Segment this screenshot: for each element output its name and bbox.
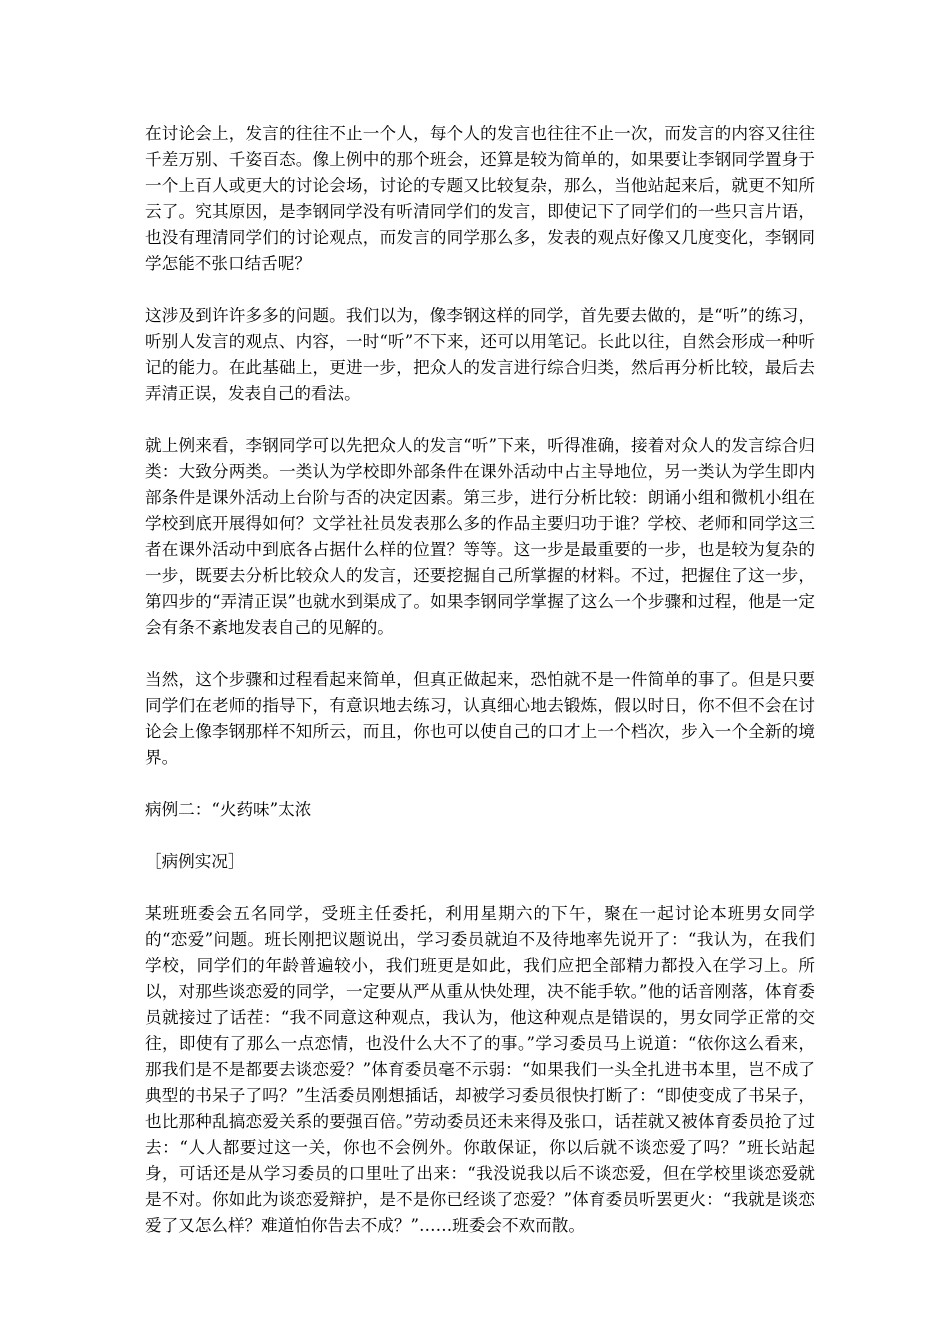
paragraph-example-analysis: 就上例来看，李钢同学可以先把众人的发言“听”下来，听得准确，接着对众人的发言综合归类：大致分两类。一类认为学校即外部条件在课外活动中占主导地位，另一类认为学生即内部条件是课外活动上台阶与否的决定因素。第三步，进行分析比较：朗诵小组和微机小组在学校到底开展得如何？文学社社员发表那么多的作品主要归功于谁？学校、老师和同学这三者在课外活动中到底各占据什么样的位置？等等。这一步是最重要的一步，也是较为复杂的一步，既要去分析比较众人的发言，还要挖掘自己所掌握的材料。不过，把握住了这一步，第四步的“弄清正误”也就水到渠成了。如果李钢同学掌握了这么一个步骤和过程，他是一定会有条不紊地发表自己的见解的。 bbox=[145, 436, 815, 637]
paragraph-case-description: 某班班委会五名同学，受班主任委托，利用星期六的下午，聚在一起讨论本班男女同学的“恋爱”问题。班长刚把议题说出，学习委员就迫不及待地率先说开了：“我认为，在我们学校，同学们的年龄普遍较小，我们班更是如此，我们应把全部精力都投入在学习上。所以，对那些谈恋爱的同学，一定要从严从重从快处理，决不能手软。”他的话音刚落，体育委员就接过了话茬：“我不同意这种观点，我认为，他这种观点是错误的，男女同学正常的交往，即使有了那么一点恋情，也没什么大不了的事。”学习委员马上说道：“依你这么看来，那我们是不是都要去谈恋爱？”体育委员毫不示弱：“如果我们一头全扎进书本里，岂不成了典型的书呆子了吗？”生活委员刚想插话，却被学习委员很快打断了：“即使变成了书呆子，也比那种乱搞恋爱关系的要强百倍。”劳动委员还未来得及张口，话茬就又被体育委员抢了过去：“人人都要过这一关，你也不会例外。你敢保证，你以后就不谈恋爱了吗？”班长站起身，可话还是从学习委员的口里吐了出来：“我没说我以后不谈恋爱，但在学校里谈恋爱就是不对。你如此为谈恋爱辩护，是不是你已经谈了恋爱？”体育委员听罢更火：“我就是谈恋爱了又怎么样？难道怕你告去不成？”……班委会不欢而散。 bbox=[145, 904, 815, 1235]
document-page bbox=[145, 121, 815, 1265]
paragraph-conclusion: 当然，这个步骤和过程看起来简单，但真正做起来，恐怕就不是一件简单的事了。但是只要同学们在老师的指导下，有意识地去练习，认真细心地去锻炼，假以时日，你不但不会在讨论会上像李钢那样不知所云，而且，你也可以使自己的口才上一个档次，步入一个全新的境界。 bbox=[145, 670, 815, 767]
case-subtitle: ［病例实况］ bbox=[145, 852, 245, 871]
paragraph-listening-practice: 这涉及到许许多多的问题。我们以为，像李钢这样的同学，首先要去做的，是“听”的练习，听别人发言的观点、内容，一时“听”不下来，还可以用笔记。长此以往，自然会形成一种听记的能力。在此基础上，更进一步，把众人的发言进行综合归类，然后再分析比较，最后去弄清正误，发表自己的看法。 bbox=[145, 306, 815, 403]
paragraph-discussion-meeting: 在讨论会上，发言的往往不止一个人，每个人的发言也往往不止一次，而发言的内容又往往千差万别、千姿百态。像上例中的那个班会，还算是较为简单的，如果要让李钢同学置身于一个上百人或更大的讨论会场，讨论的专题又比较复杂，那么，当他站起来后，就更不知所云了。究其原因，是李钢同学没有听清同学们的发言，即使记下了同学们的一些只言片语，也没有理清同学们的讨论观点，而发言的同学那么多，发表的观点好像又几度变化，李钢同学怎能不张口结舌呢？ bbox=[145, 124, 815, 273]
case-title: 病例二：“火药味”太浓 bbox=[145, 800, 312, 819]
